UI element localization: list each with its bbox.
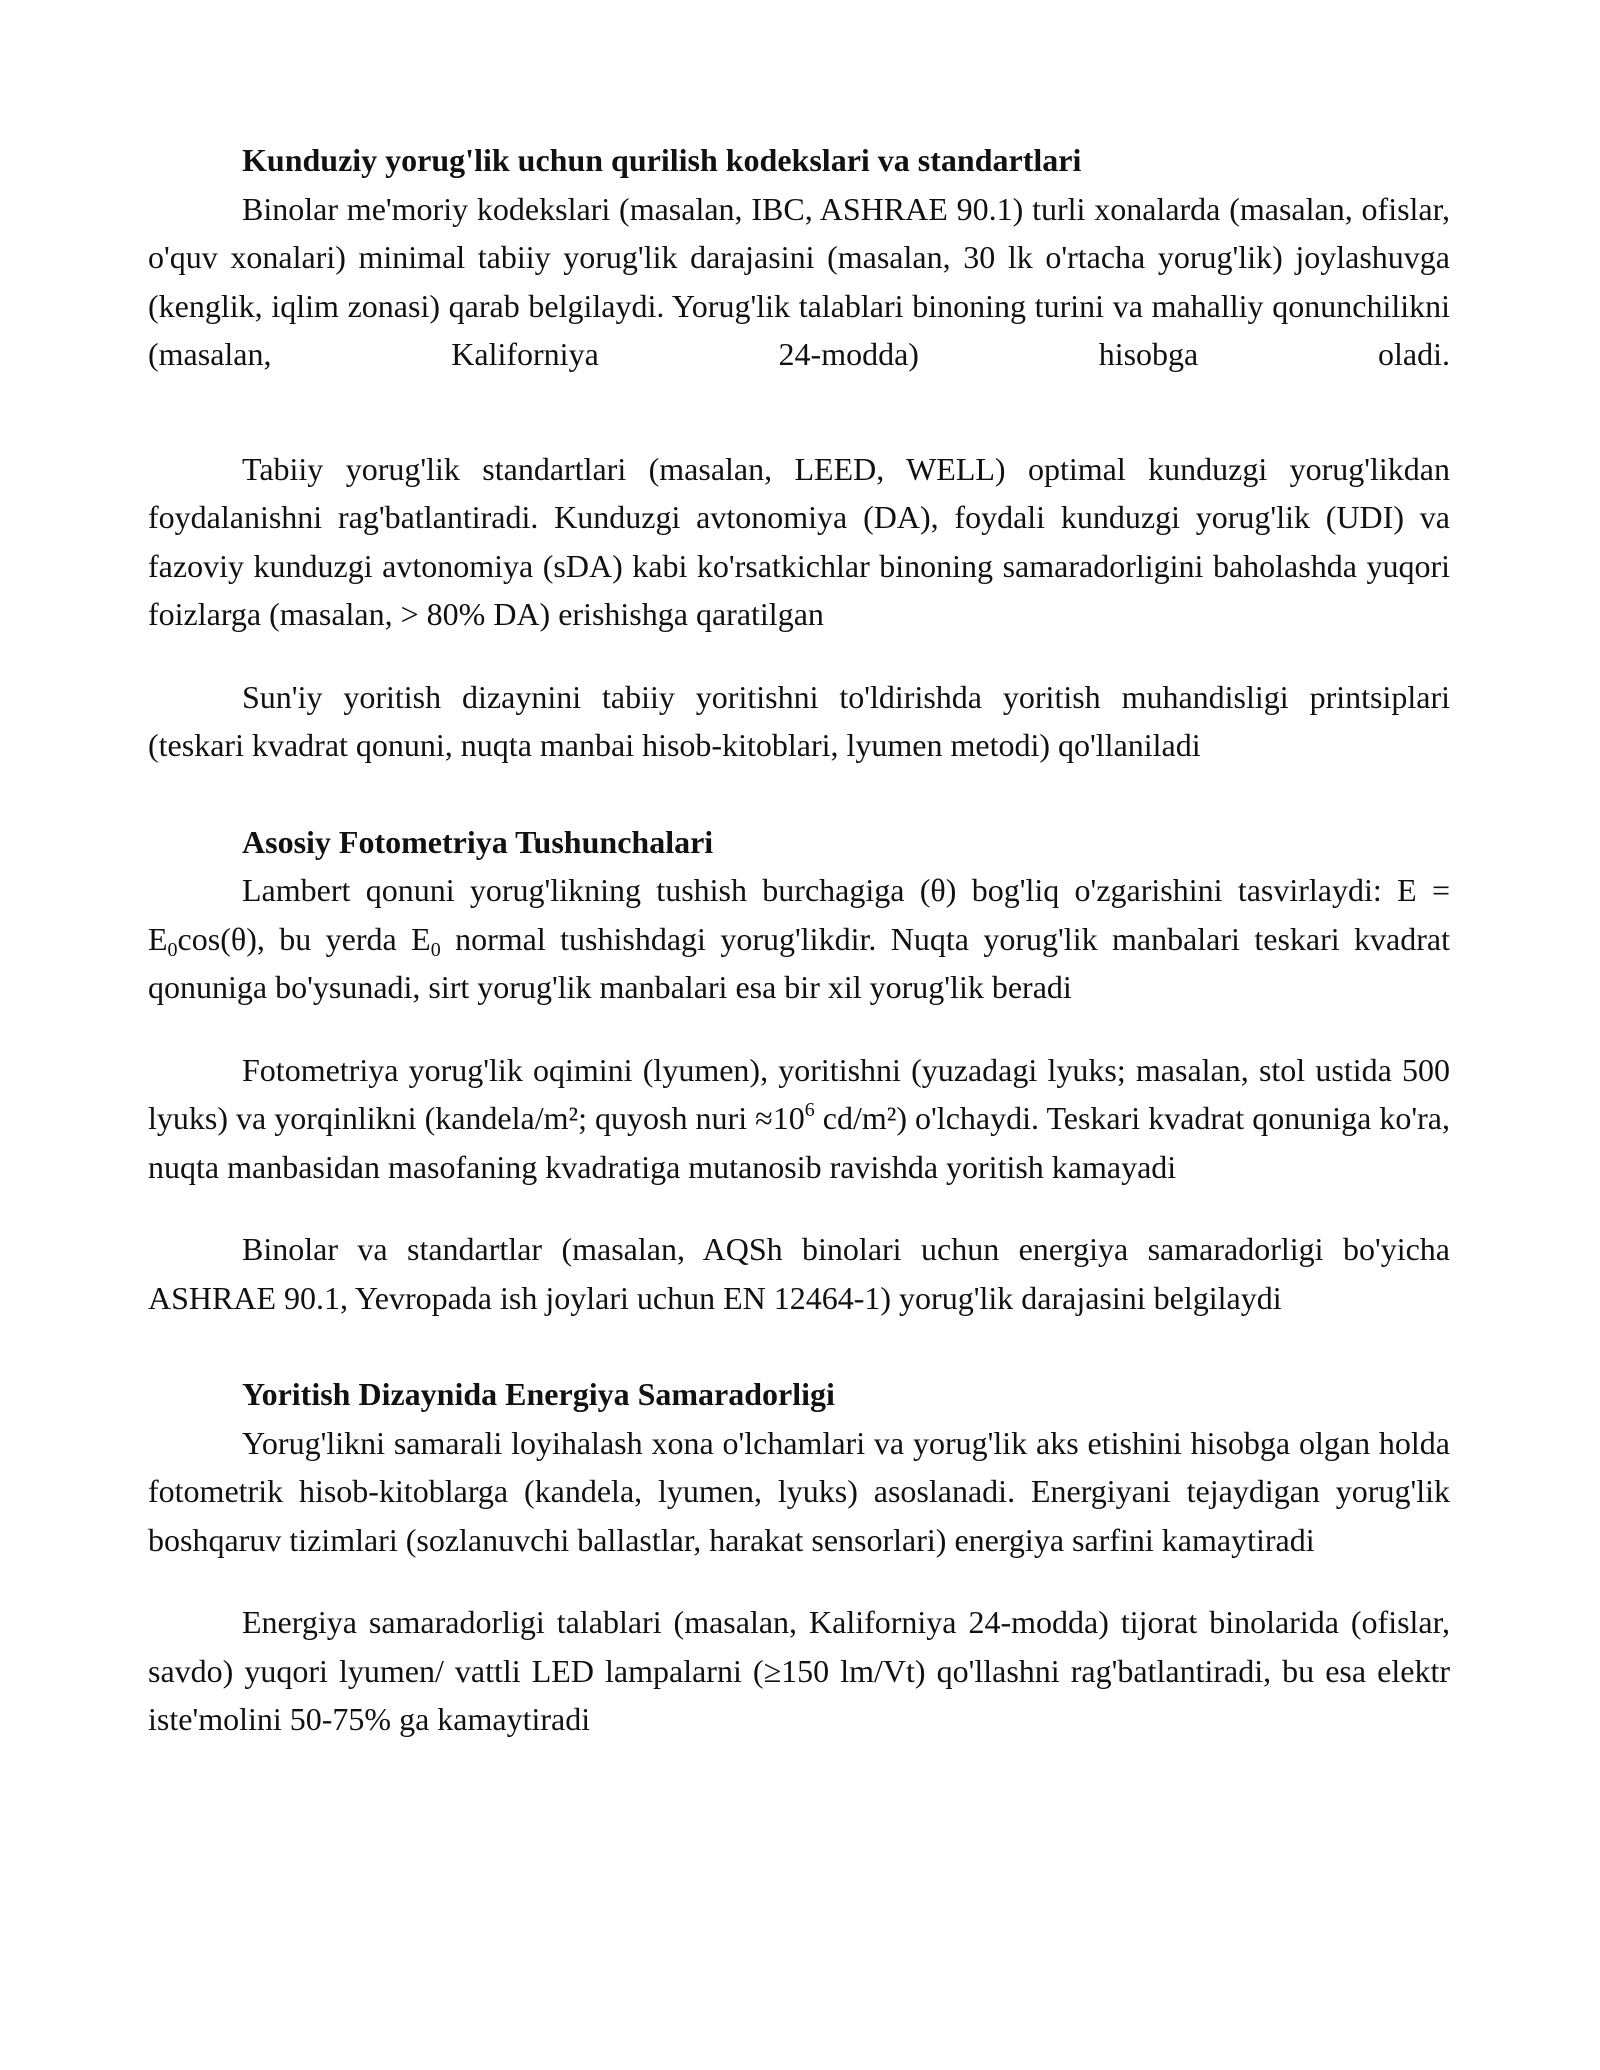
paragraph-lighting-levels-standards: Binolar va standartlar (masalan, AQSh binolari uchun energiya samaradorligi bo'yicha ASHRAE 90.1, Yevropada ish joylari uchun EN 12464-1) yorug'lik darajasini belgilaydi (148, 1231, 1450, 1316)
lambert-text-3: normal tushishdagi yorug'likdir. Nuqta yorug'lik manbalari teskari kvadrat qonuniga bo'ysunadi, sirt yorug'lik manbalari esa bir xil yorug'lik beradi (148, 920, 1451, 1005)
lambert-subscript-1: 0 (167, 938, 178, 961)
section-heading-daylight-codes: Kunduziy yorug'lik uchun qurilish kodekslari va standartlari (242, 142, 1082, 178)
paragraph-artificial-lighting: Sun'iy yoritish dizaynini tabiiy yoritishni to'ldirishda yoritish muhandisligi printsiplari (teskari kvadrat qonuni, nuqta manbai hisob-kitoblari, lyumen metodi) qo'llaniladi (148, 678, 1450, 763)
paragraph-efficiency-requirements: Energiya samaradorligi talablari (masalan, Kaliforniya 24-modda) tijorat binolarida (ofislar, savdo) yuqori lyumen/ vattli LED lampalarni (≥150 lm/Vt) qo'llashni rag'batlantiradi, bu esa elektr iste'molini 50-75% ga kamaytiradi (148, 1604, 1450, 1737)
paragraph-photometry-units (148, 1046, 1450, 1192)
document-page (148, 136, 1450, 1744)
lambert-subscript-2: 0 (430, 938, 441, 961)
section-heading-energy-efficiency: Yoritish Dizaynida Energiya Samaradorligi (242, 1376, 835, 1412)
lambert-text-1: Lambert qonuni yorug'likning tushish burchagiga (θ) bog'liq o'zgarishini tasvirlaydi: E = E (148, 872, 1450, 957)
photometry-text-1: Fotometriya yorug'lik oqimini (lyumen), yoritishni (yuzadagi lyuks; masalan, stol ustida 500 lyuks) va yorqinlikni (kandela/m²; quyosh nuri ≈10 (148, 1051, 1450, 1136)
paragraph-efficient-design: Yorug'likni samarali loyihalash xona o'lchamlari va yorug'lik aks etishini hisobga olgan holda fotometrik hisob-kitoblarga (kandela, lyumen, lyuks) asoslanadi. Energiyani tejaydigan yorug'lik boshqaruv tizimlari (sozlanuvchi ballastlar, harakat sensorlari) energiya sarfini kamaytiradi (148, 1424, 1450, 1558)
photometry-text-2: cd/m²) o'lchaydi. Teskari kvadrat qonuniga ko'ra, nuqta manbasidan masofaning kvadratiga mutanosib ravishda yoritish kamayadi (148, 1100, 1451, 1185)
lambert-text-2: cos(θ), bu yerda E (177, 920, 431, 957)
paragraph-lambert-law (148, 866, 1450, 1012)
paragraph-daylight-standards: Tabiiy yorug'lik standartlari (masalan, LEED, WELL) optimal kunduzgi yorug'likdan foydalanishni rag'batlantiradi. Kunduzgi avtonomiya (DA), foydali kunduzgi yorug'lik (UDI) va fazoviy kunduzgi avtonomiya (sDA) kabi ko'rsatkichlar binoning samaradorligini baholashda yuqori foizlarga (masalan, > 80% DA) erishishga qaratilgan (148, 450, 1450, 632)
photometry-superscript: 6 (804, 1099, 815, 1121)
paragraph-building-codes: Binolar me'moriy kodekslari (masalan, IBC, ASHRAE 90.1) turli xonalarda (masalan, ofislar, o'quv xonalari) minimal tabiiy yorug'lik darajasini (masalan, 30 lk o'rtacha yorug'lik) joylashuvga (kenglik, iqlim zonasi) qarab belgilaydi. Yorug'lik talablari binoning turini va mahalliy qonunchilikni (masalan, Kaliforniya 24-modda) hisobga oladi. (148, 190, 1450, 372)
section-heading-photometry: Asosiy Fotometriya Tushunchalari (242, 823, 714, 860)
